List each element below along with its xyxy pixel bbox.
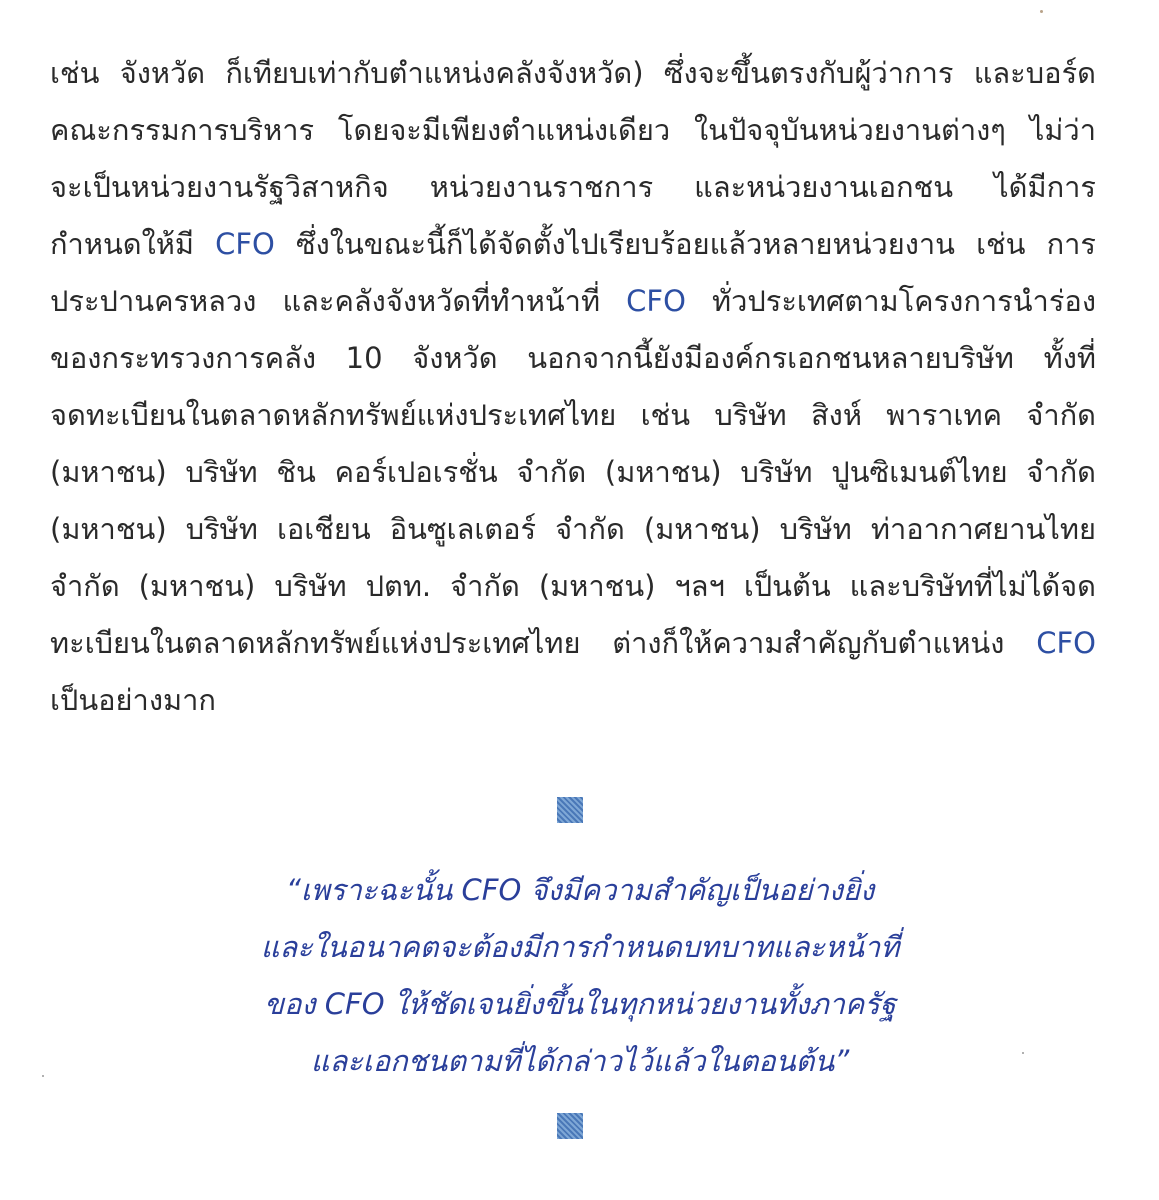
paragraph-line: ของกระทรวงการคลัง 10 จังหวัด นอกจากนี้ยังมีองค์กรเอกชนหลายบริษัท ทั้งที่ <box>50 341 1096 375</box>
paragraph-line: ทะเบียนในตลาดหลักทรัพย์แห่งประเทศไทย ต่างก็ให้ความสำคัญกับตำแหน่ง CFO <box>50 626 1096 660</box>
paragraph-line: ประปานครหลวง และคลังจังหวัดที่ทำหน้าที่ CFO ทั่วประเทศตามโครงการนำร่อง <box>50 284 1096 318</box>
paragraph-line: จะเป็นหน่วยงานรัฐวิสาหกิจ หน่วยงานราชการ และหน่วยงานเอกชน ได้มีการ <box>50 170 1096 204</box>
paragraph-line: (มหาชน) บริษัท ชิน คอร์เปอเรชั่น จำกัด (มหาชน) บริษัท ปูนซิเมนต์ไทย จำกัด <box>50 455 1096 489</box>
paper-speck <box>1022 1052 1024 1054</box>
pull-quote <box>120 862 1040 1090</box>
paragraph-line: กำหนดให้มี CFO ซึ่งในขณะนี้ก็ได้จัดตั้งไปเรียบร้อยแล้วหลายหน่วยงาน เช่น การ <box>50 227 1096 261</box>
paragraph-line: (มหาชน) บริษัท เอเชียน อินซูเลเตอร์ จำกัด (มหาชน) บริษัท ท่าอากาศยานไทย <box>50 512 1096 546</box>
paragraph-line: เช่น จังหวัด ก็เทียบเท่ากับตำแหน่งคลังจังหวัด) ซึ่งจะขึ้นตรงกับผู้ว่าการ และบอร์ด <box>50 56 1096 90</box>
hatched-square-icon <box>557 797 583 823</box>
quote-line: และในอนาคตจะต้องมีการกำหนดบทบาทและหน้าที่ <box>260 930 900 964</box>
paragraph-line: เป็นอย่างมาก <box>50 683 216 717</box>
body-paragraph <box>50 45 1096 729</box>
paragraph-line: คณะกรรมการบริหาร โดยจะมีเพียงตำแหน่งเดียว ในปัจจุบันหน่วยงานต่างๆ ไม่ว่า <box>50 113 1096 147</box>
cfo-term: CFO <box>215 227 275 261</box>
quote-line: ของ CFO ให้ชัดเจนยิ่งขึ้นในทุกหน่วยงานทั้งภาครัฐ <box>264 987 896 1021</box>
paragraph-line: จำกัด (มหาชน) บริษัท ปตท. จำกัด (มหาชน) ฯลฯ เป็นต้น และบริษัทที่ไม่ได้จด <box>50 569 1096 603</box>
paper-speck <box>42 1075 44 1077</box>
cfo-term: CFO <box>626 284 686 318</box>
hatched-square-icon <box>557 1113 583 1139</box>
quote-line: และเอกชนตามที่ได้กล่าวไว้แล้วในตอนต้น” <box>310 1044 850 1078</box>
paper-speck <box>1040 10 1043 13</box>
cfo-term: CFO <box>1036 626 1096 660</box>
quote-line: “เพราะฉะนั้น CFO จึงมีความสำคัญเป็นอย่างยิ่ง <box>285 873 875 907</box>
paragraph-line: จดทะเบียนในตลาดหลักทรัพย์แห่งประเทศไทย เช่น บริษัท สิงห์ พาราเทค จำกัด <box>50 398 1096 432</box>
